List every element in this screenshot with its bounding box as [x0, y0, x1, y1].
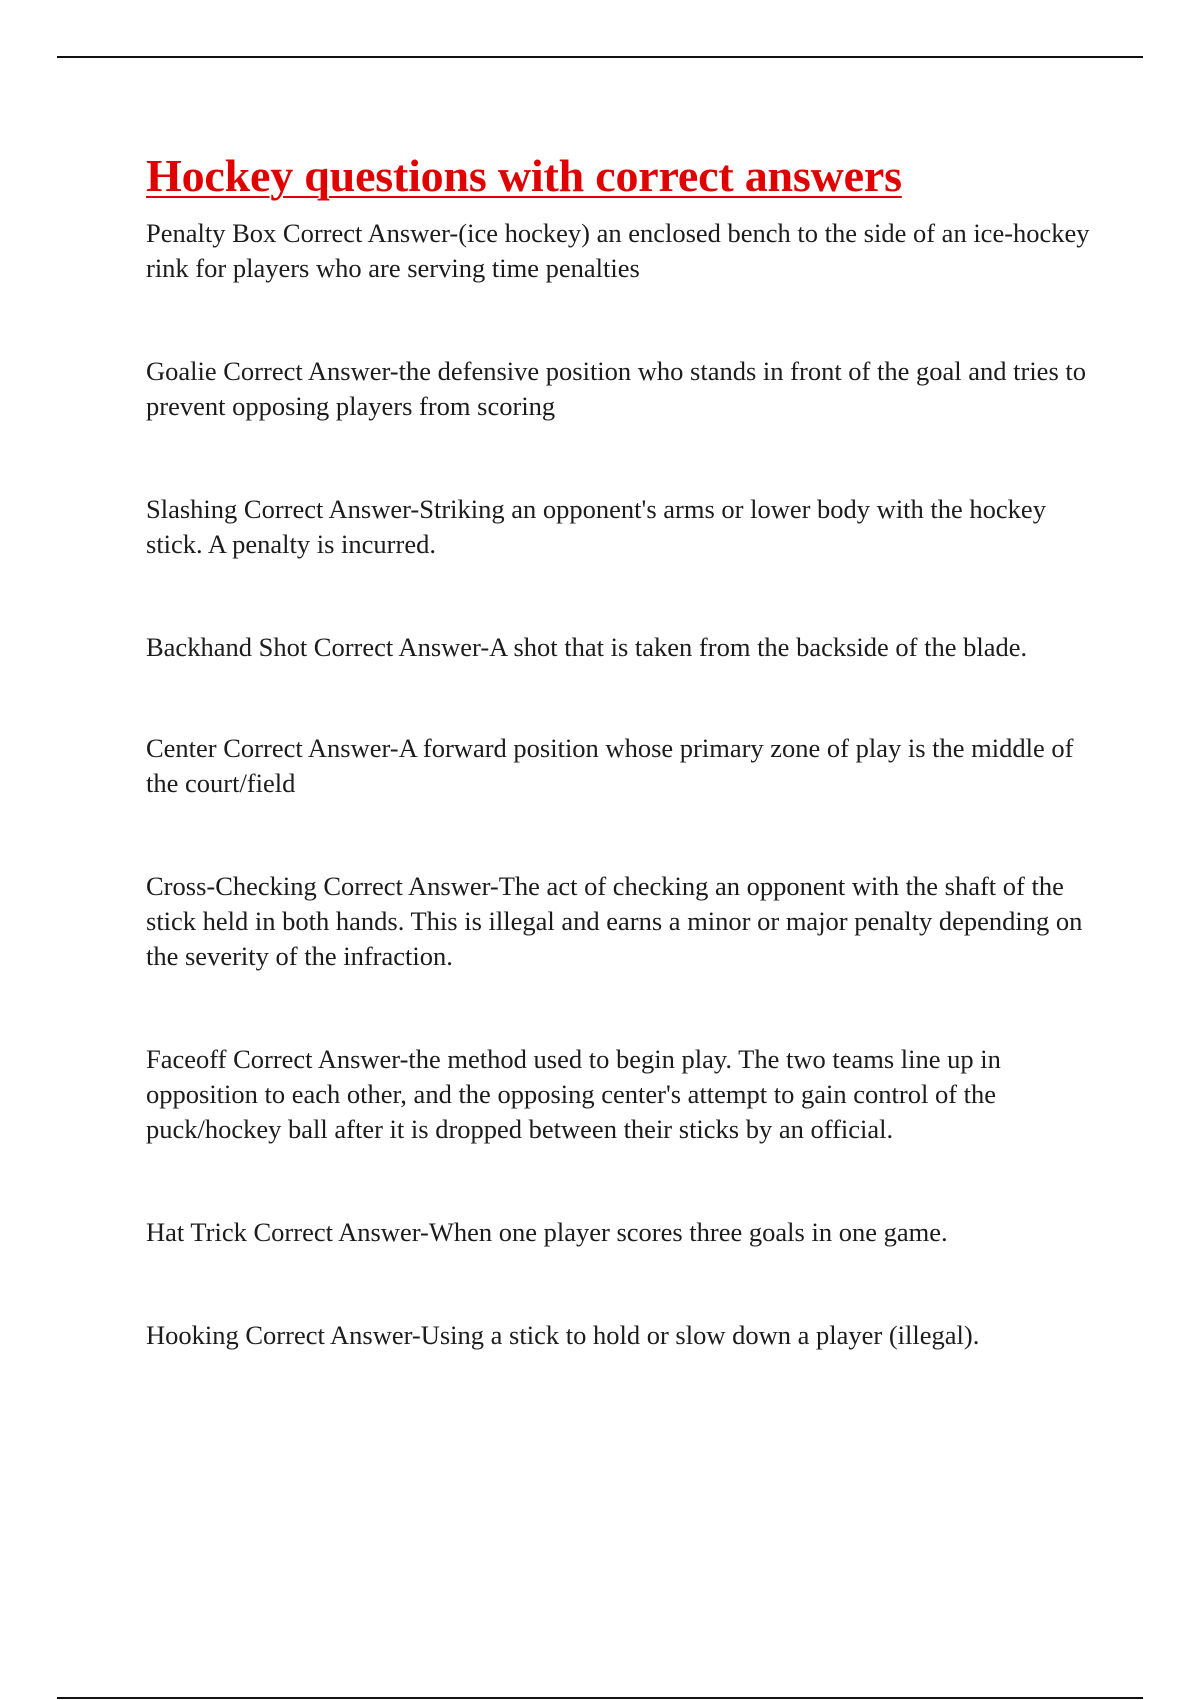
- qa-entry-faceoff: Faceoff Correct Answer-the method used to begin play. The two teams line up in opposition to each other, and the opposing center's attempt to gain control of the puck/hockey ball after it is dropped between their sticks by an official.: [146, 1044, 1001, 1144]
- footer-rule: [57, 1697, 1143, 1699]
- qa-entry-goalie: Goalie Correct Answer-the defensive position who stands in front of the goal and tries to prevent opposing players from scoring: [146, 356, 1086, 421]
- header-rule: [57, 56, 1143, 58]
- qa-entry-cross-checking: Cross-Checking Correct Answer-The act of checking an opponent with the shaft of the stick held in both hands. This is illegal and earns a minor or major penalty depending on the severity of the infraction.: [146, 871, 1083, 971]
- qa-entry-center: Center Correct Answer-A forward position whose primary zone of play is the middle of the court/field: [146, 733, 1074, 798]
- qa-entry-penalty-box: Penalty Box Correct Answer-(ice hockey) an enclosed bench to the side of an ice-hockey rink for players who are serving time penalties: [146, 218, 1090, 283]
- document-title: Hockey questions with correct answers: [146, 150, 902, 201]
- qa-entry-slashing: Slashing Correct Answer-Striking an opponent's arms or lower body with the hockey stick. A penalty is incurred.: [146, 494, 1046, 559]
- document-body: [146, 148, 1096, 1353]
- qa-entry-backhand-shot: Backhand Shot Correct Answer-A shot that is taken from the backside of the blade.: [146, 632, 1028, 662]
- qa-entry-hat-trick: Hat Trick Correct Answer-When one player scores three goals in one game.: [146, 1217, 948, 1247]
- qa-list: [146, 216, 1096, 1353]
- qa-entry-hooking: Hooking Correct Answer-Using a stick to hold or slow down a player (illegal).: [146, 1320, 980, 1350]
